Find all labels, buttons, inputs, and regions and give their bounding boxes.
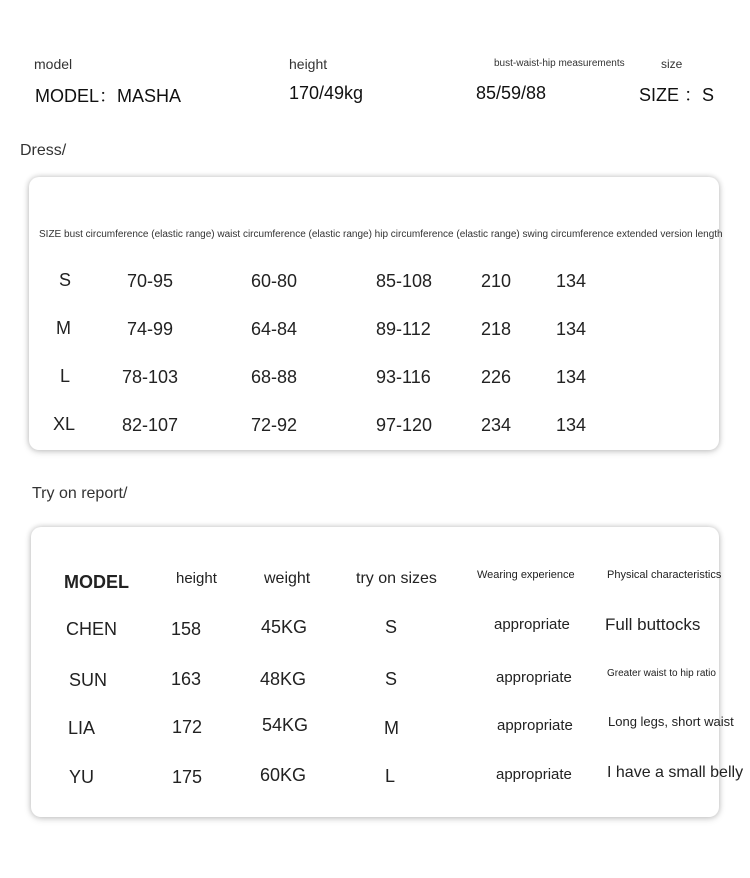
tryon-header-characteristics: Physical characteristics: [607, 569, 722, 581]
tryon-model-cell: SUN: [69, 670, 108, 690]
dress-waist-cell: 68-88: [251, 367, 298, 387]
tryon-report-table: [31, 527, 744, 817]
dress-size-table: [29, 177, 723, 450]
dress-length-cell: 134: [556, 271, 587, 291]
dress-waist-cell: 60-80: [251, 271, 298, 291]
dress-swing-cell: 234: [481, 415, 512, 435]
tryon-header-weight: weight: [264, 570, 311, 587]
tryon-characteristics-cell: Full buttocks: [605, 615, 701, 634]
dress-waist-cell: 72-92: [251, 415, 298, 435]
size-value: SIZE ：S: [639, 85, 715, 105]
tryon-characteristics-cell: Long legs, short waist: [608, 714, 734, 729]
tryon-height-cell: 158: [171, 619, 202, 639]
dress-size-cell: L: [60, 366, 71, 386]
tryon-size-cell: M: [384, 718, 399, 738]
tryon-characteristics-cell: Greater waist to hip ratio: [607, 668, 716, 679]
dress-length-cell: 134: [556, 415, 587, 435]
dress-hip-cell: 97-120: [376, 415, 433, 435]
dress-bust-cell: 82-107: [122, 415, 179, 435]
model-value: MODEL：MASHA: [35, 86, 182, 106]
tryon-model-cell: YU: [69, 767, 95, 787]
height-label: height: [289, 56, 328, 72]
tryon-weight-cell: 48KG: [260, 669, 307, 689]
tryon-weight-cell: 60KG: [260, 765, 307, 785]
tryon-header-sizes: try on sizes: [356, 570, 437, 587]
dress-bust-cell: 74-99: [127, 319, 174, 339]
tryon-header-experience: Wearing experience: [477, 569, 575, 581]
dress-swing-cell: 210: [481, 271, 512, 291]
tryon-size-cell: L: [385, 766, 396, 786]
dress-table-header: SIZE bust circumference (elastic range) waist circumference (elastic range) hip circumference (elastic range) swing circumference extended version length: [39, 229, 723, 240]
dress-swing-cell: 226: [481, 367, 512, 387]
dress-size-cell: S: [59, 270, 72, 290]
dress-size-cell: XL: [53, 414, 76, 434]
dress-hip-cell: 85-108: [376, 271, 433, 291]
tryon-header-height: height: [176, 570, 217, 587]
model-label: model: [34, 56, 73, 72]
tryon-model-cell: CHEN: [66, 619, 118, 639]
tryon-weight-cell: 45KG: [261, 617, 308, 637]
tryon-experience-cell: appropriate: [494, 616, 570, 633]
dress-section-title: Dress/: [20, 142, 67, 159]
tryon-height-cell: 172: [172, 717, 203, 737]
dress-bust-cell: 78-103: [122, 367, 179, 387]
tryon-size-cell: S: [385, 617, 398, 637]
tryon-characteristics-cell: I have a small belly: [607, 764, 744, 781]
height-value: 170/49kg: [289, 83, 364, 103]
dress-length-cell: 134: [556, 319, 587, 339]
dress-hip-cell: 89-112: [376, 319, 431, 339]
tryon-experience-cell: appropriate: [496, 669, 572, 686]
tryon-height-cell: 175: [172, 767, 203, 787]
tryon-height-cell: 163: [171, 669, 202, 689]
dress-swing-cell: 218: [481, 319, 512, 339]
measurements-label: bust-waist-hip measurements: [494, 58, 625, 69]
tryon-weight-cell: 54KG: [262, 715, 309, 735]
dress-size-cell: M: [56, 318, 71, 338]
tryon-model-cell: LIA: [68, 718, 96, 738]
dress-length-cell: 134: [556, 367, 587, 387]
tryon-experience-cell: appropriate: [497, 717, 573, 734]
tryon-section-title: Try on report/: [32, 485, 128, 502]
tryon-experience-cell: appropriate: [496, 766, 572, 783]
dress-waist-cell: 64-84: [251, 319, 298, 339]
dress-bust-cell: 70-95: [127, 271, 174, 291]
tryon-size-cell: S: [385, 669, 398, 689]
measurements-value: 85/59/88: [476, 83, 547, 103]
dress-hip-cell: 93-116: [376, 367, 431, 387]
tryon-header-model: MODEL: [64, 572, 129, 592]
size-label: size: [661, 57, 683, 71]
